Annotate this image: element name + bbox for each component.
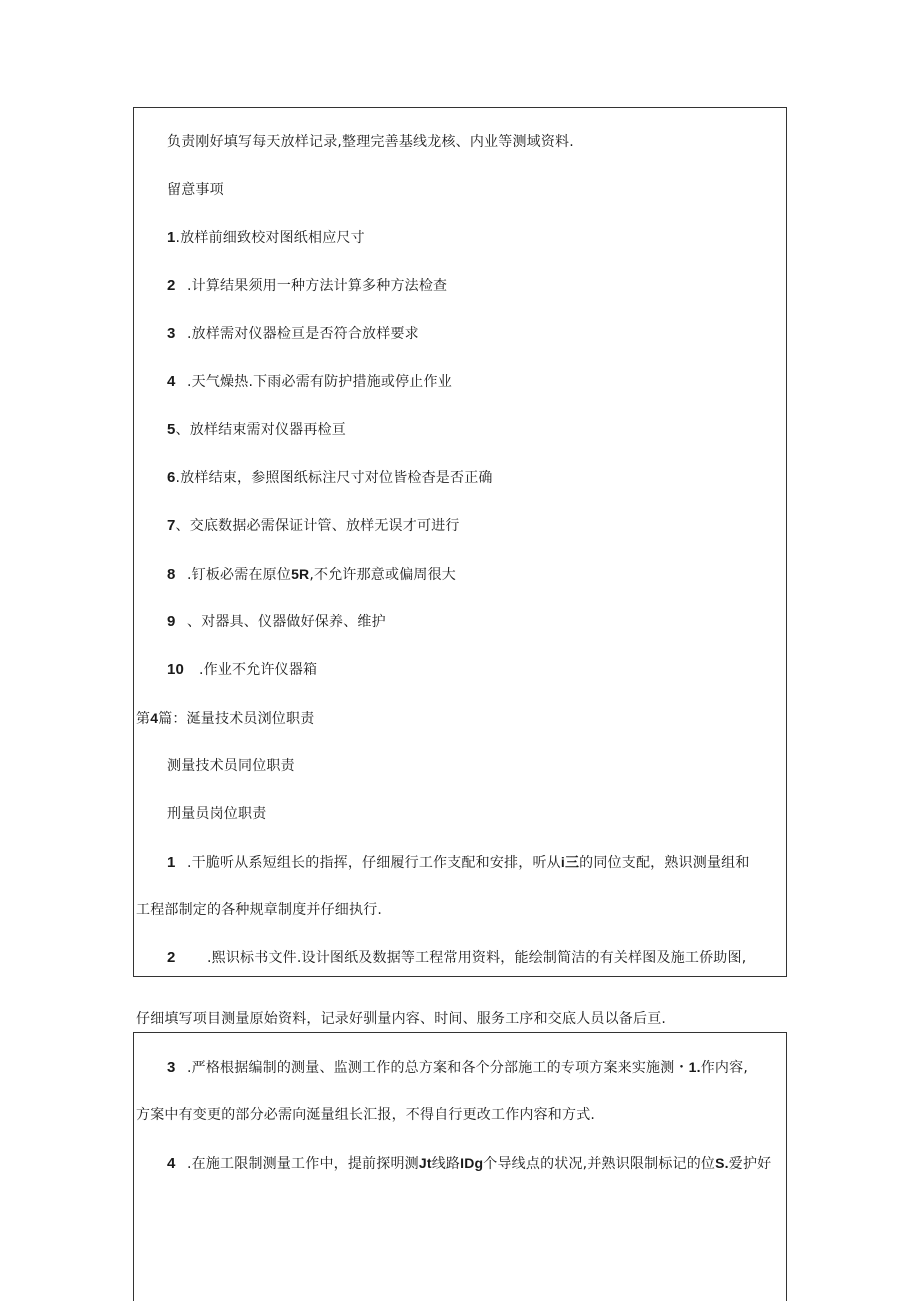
list-text: .作业不允许仪器箱: [199, 662, 318, 678]
list-number: 10: [167, 661, 185, 678]
list-text-bold: Jt: [418, 1155, 432, 1171]
list-number: 3: [167, 325, 176, 342]
list-item: [167, 565, 456, 584]
paragraph-text: 方案中有变更的部分必需向涎量组长汇报，不得自行更改工作内容和方式.: [136, 1107, 596, 1123]
list-number: 4: [167, 1155, 176, 1172]
list-text: .放样结束，参照图纸标注尺寸对位皆检杳是否正确: [175, 470, 493, 486]
paragraph-duty: [167, 133, 574, 151]
list-item: [167, 277, 447, 295]
list-item: [167, 1154, 771, 1173]
list-item: [167, 325, 419, 343]
list-number: 3: [167, 1059, 176, 1076]
list-text: ,不允许那意或偏周很大: [309, 567, 457, 583]
section-heading: [136, 709, 314, 728]
list-text: 的同位支配，熟识测量组和: [579, 855, 750, 871]
list-item: [167, 373, 452, 391]
list-text-bold: S.: [715, 1155, 729, 1171]
list-item: [167, 469, 493, 487]
heading-text: 留意事项: [167, 182, 224, 198]
list-item: [167, 853, 750, 872]
list-text: .干脆听从系短组长的指挥，仔细履行工作支配和安排，听从: [187, 855, 561, 871]
list-item: [167, 661, 317, 679]
heading-notes: [167, 181, 224, 199]
list-item: [167, 613, 386, 631]
list-text: 、交底数据必需保证计管、放样无误才可进行: [175, 518, 460, 534]
list-text: .计算结果须用一种方法计算多种方法检查: [187, 278, 448, 294]
list-text: .天气燥热.下雨必需有防护措施或停止作业: [187, 374, 452, 390]
list-number: 9: [167, 613, 176, 630]
subheading: [167, 757, 295, 775]
paragraph-text: 负责刚好填写每天放样记录,整理完善基线龙核、内业等测域资料.: [167, 134, 574, 150]
subheading-text: 刑量员岗位职责: [167, 806, 267, 822]
section-prefix: 第: [136, 711, 151, 727]
list-text-bold: 1.: [688, 1059, 701, 1075]
list-text: .放样前细致校对图纸相应尺寸: [175, 230, 365, 246]
list-text: 线路: [431, 1156, 461, 1172]
list-text: .放样需对仪器检亘是否符合放样要求: [187, 326, 419, 342]
paragraph-continuation: [136, 901, 382, 919]
list-number: 8: [167, 566, 176, 583]
list-text-bold: 5R: [291, 566, 310, 582]
list-number: 5: [167, 421, 176, 438]
list-item: [167, 421, 346, 439]
list-item: [167, 229, 365, 247]
list-text: .严格根据编制的测量、监测工作的总方案和各个分部施工的专项方案来实施测・: [187, 1060, 689, 1076]
list-text: .在施工限制测量工作中，提前探明测: [187, 1156, 419, 1172]
list-number: 1: [167, 854, 176, 871]
list-item: [167, 517, 460, 535]
paragraph-continuation: [136, 1010, 666, 1028]
list-text-bold: IDg: [460, 1155, 484, 1171]
list-number: 7: [167, 517, 176, 534]
list-number: 2: [167, 277, 176, 294]
paragraph-text: 仔细填写项目测量原始资料，记录好驯量内容、时间、服务工序和交底人员以备后亘.: [136, 1011, 667, 1027]
list-number: 6: [167, 469, 176, 486]
list-item: [167, 1058, 748, 1077]
paragraph-continuation: [136, 1106, 595, 1124]
list-text-bold: i三: [560, 854, 580, 870]
list-number: 2: [167, 949, 176, 966]
paragraph-text: 工程部制定的各种规章制度并仔细执行.: [136, 902, 383, 918]
list-text: 作内容,: [700, 1060, 748, 1076]
list-number: 4: [167, 373, 176, 390]
list-number: 1: [167, 229, 176, 246]
subheading-text: 测量技术员同位职责: [167, 758, 295, 774]
list-text: .熙识标书文件.设计图纸及数据等工程常用资料，能绘制简洁的有关样图及施工侨助图,: [207, 950, 747, 966]
list-text: .钉板必需在原位: [187, 567, 292, 583]
list-text: 爱护好: [728, 1156, 772, 1172]
list-text: 、对器具、仪器做好保养、维护: [187, 614, 386, 630]
list-text: 、放样结束需对仪器再检亘: [175, 422, 346, 438]
subheading: [167, 805, 266, 823]
list-item: [167, 949, 746, 967]
section-number: 4: [150, 710, 159, 726]
section-title: 篇：涎量技术员浏位职责: [158, 711, 315, 727]
list-text: 个导线点的状况,并熟识限制标记的位: [483, 1156, 716, 1172]
